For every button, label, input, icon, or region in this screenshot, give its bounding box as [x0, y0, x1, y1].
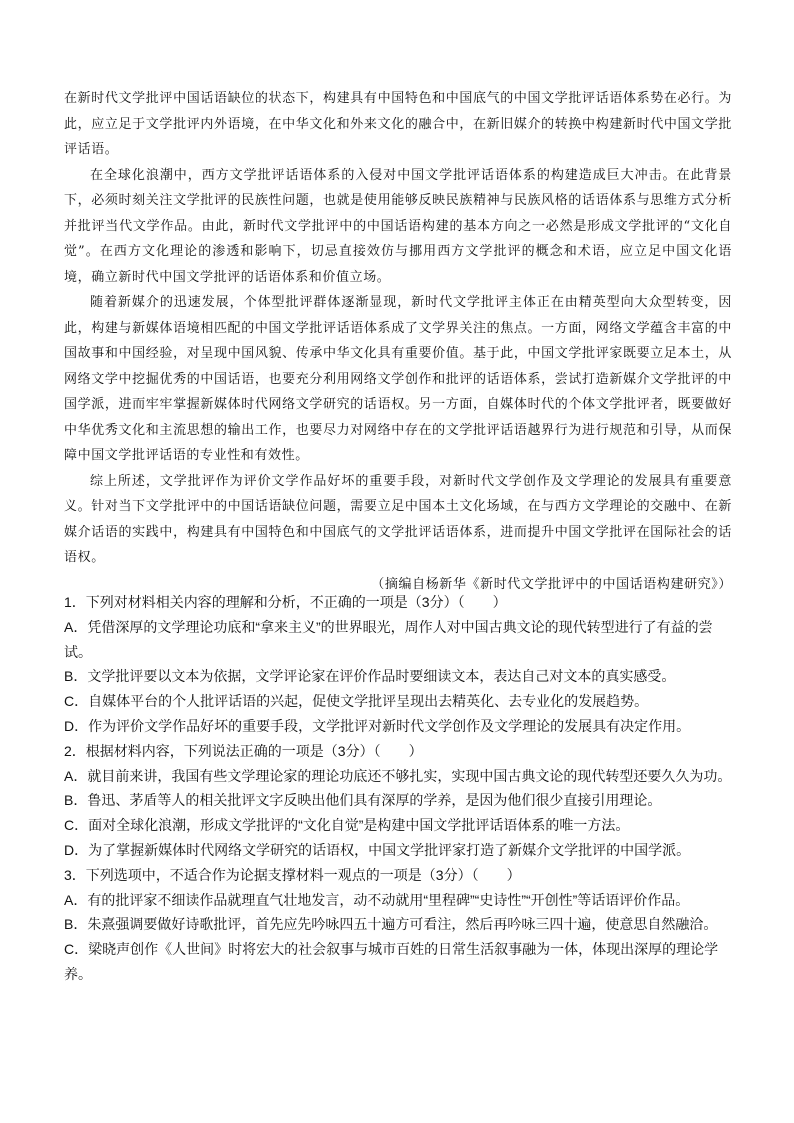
question-option: C．梁晓声创作《人世间》时将宏大的社会叙事与城市百姓的日常生活叙事融为一体，体现出深厚的理论学养。: [64, 941, 719, 982]
passage-paragraph-2: 在全球化浪潮中，西方文学批评话语体系的入侵对中国文学批评话语体系的构建造成巨大冲击。在此背景下，必须时刻关注文学批评的民族性问题，也就是使用能够反映民族精神与民族风格的话语体系与思维方式分析并批评当代文学作品。由此，新时代文学批评中的中国话语构建的基本方向之一必然是形成文学批评的“文化自觉”。在西方文化理论的渗透和影响下，切忌直接效仿与挪用西方文学批评的概念和术语，应立足中国文化语境，确立新时代中国文学批评的话语体系和价值立场。: [64, 167, 732, 285]
question-stem: 1．下列对材料相关内容的理解和分析，不正确的一项是（3分）（ ）: [64, 594, 507, 610]
question-option: C．自媒体平台的个人批评话语的兴起，促使文学批评呈现出去精英化、去专业化的发展趋势。: [64, 693, 649, 710]
question-option: C．面对全球化浪潮，形成文学批评的“文化自觉”是构建中国文学批评话语体系的唯一方法。: [64, 817, 630, 834]
question-option: B．鲁迅、茅盾等人的相关批评文字反映出他们具有深厚的学养，是因为他们很少直接引用理论。: [64, 792, 662, 809]
question-option: D．为了掌握新媒体时代网络文学研究的话语权，中国文学批评家打造了新媒介文学批评的中国学派。: [64, 841, 691, 858]
question-stem: 2．根据材料内容，下列说法正确的一项是（3分）（ ）: [64, 742, 423, 759]
question-stem: 3．下列选项中，不适合作为论据支撑材料一观点的一项是（3分）（ ）: [64, 866, 521, 883]
question-2: [64, 739, 734, 863]
question-1: [64, 590, 734, 739]
question-option: A．凭借深厚的文学理论功底和“拿来主义”的世界眼光，周作人对中国古典文论的现代转型进行了有益的尝试。: [64, 618, 713, 660]
passage-paragraph-4: 综上所述，文学批评作为评价文学作品好坏的重要手段，对新时代文学创作及文学理论的发展具有重要意义。针对当下文学批评中的中国话语缺位问题，需要立足中国本土文化场域，在与西方文学理论的交融中、在新媒介话语的实践中，构建具有中国特色和中国底气的文学批评话语体系，进而提升中国文学批评在国际社会的话语权。: [64, 473, 732, 565]
passage-paragraph-1: 在新时代文学批评中国话语缺位的状态下，构建具有中国特色和中国底气的中国文学批评话语体系势在必行。为此，应立足于文学批评内外语境，在中华文化和外来文化的融合中，在新旧媒介的转换中构建新时代中国文学批评话语。: [64, 91, 732, 157]
question-list: [64, 590, 734, 987]
passage-source: （摘编自杨新华《新时代文学批评中的中国话语构建研究》）: [371, 576, 732, 592]
question-option: A．有的批评家不细读作品就理直气壮地发言，动不动就用“里程碑”“史诗性”“开创性”等话语评价作品。: [64, 891, 690, 908]
reading-passage: [64, 86, 732, 597]
question-option: D．作为评价文学作品好坏的重要手段，文学批评对新时代文学创作及文学理论的发展具有决定作用。: [64, 717, 691, 734]
question-3: [64, 863, 734, 987]
question-option: B．文学批评要以文本为依据，文学评论家在评价作品时要细读文本，表达自己对文本的真实感受。: [64, 668, 676, 685]
passage-paragraph-3: 随着新媒介的迅速发展，个体型批评群体逐渐显现，新时代文学批评主体正在由精英型向大众型转变，因此，构建与新媒体语境相匹配的中国文学批评话语体系成了文学界关注的焦点。一方面，网络文学蕴含丰富的中国故事和中国经验，对呈现中国风貌、传承中华文化具有重要价值。基于此，中国文学批评家既要立足本土，从网络文学中挖掘优秀的中国话语，也要充分利用网络文学创作和批评的话语体系，尝试打造新媒介文学批评的中国学派，进而牢牢掌握新媒体时代网络文学研究的话语权。另一方面，自媒体时代的个体文学批评者，既要做好中华优秀文化和主流思想的输出工作，也要尽力对网络中存在的文学批评话语越界行为进行规范和引导，从而保障中国文学批评话语的专业性和有效性。: [64, 295, 732, 463]
question-option: A．就目前来讲，我国有些文学理论家的理论功底还不够扎实，实现中国古典文论的现代转型还要久久为功。: [64, 767, 732, 784]
question-option: B．朱熹强调要做好诗歌批评，首先应先吟咏四五十遍方可看注，然后再吟咏三四十遍，使意思自然融洽。: [64, 916, 718, 933]
